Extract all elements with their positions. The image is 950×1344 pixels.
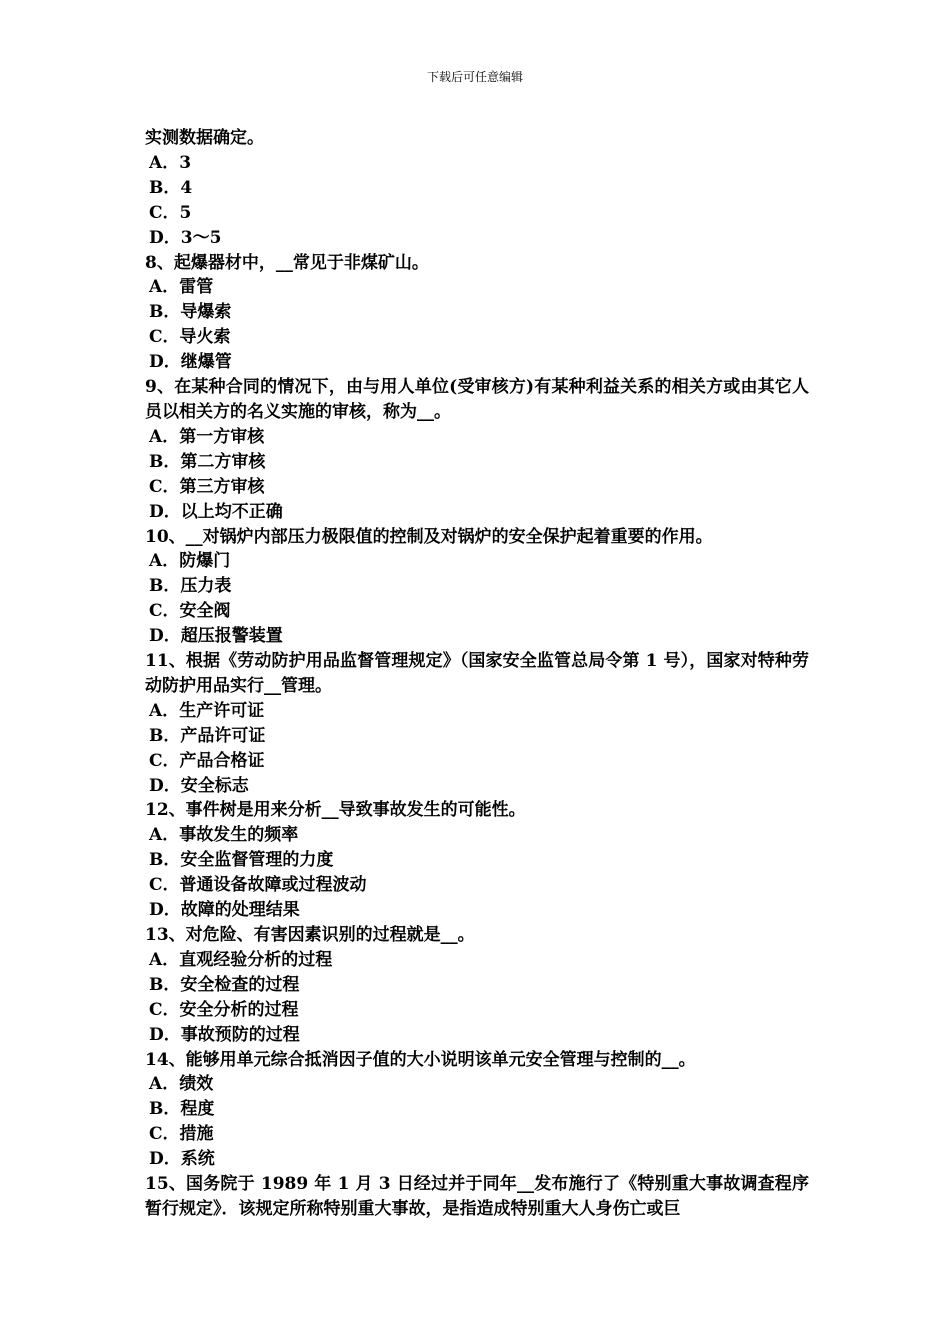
question-8: 8、起爆器材中，__常见于非煤矿山。 bbox=[145, 252, 429, 273]
q13-option-b: B．安全检查的过程 bbox=[149, 974, 300, 995]
q10-option-a: A．防爆门 bbox=[149, 551, 231, 572]
q13-option-c: C．安全分析的过程 bbox=[149, 999, 299, 1020]
q13-option-a: A．直观经验分析的过程 bbox=[149, 949, 333, 970]
q12-option-c: C．普通设备故障或过程波动 bbox=[149, 875, 367, 896]
question-14: 14、能够用单元综合抵消因子值的大小说明该单元安全管理与控制的__。 bbox=[145, 1049, 696, 1070]
intro-option-c: C．5 bbox=[149, 202, 192, 223]
q8-option-a: A．雷管 bbox=[149, 277, 214, 298]
q11-option-d: D．安全标志 bbox=[149, 775, 249, 796]
question-10: 10、__对锅炉内部压力极限值的控制及对锅炉的安全保护起着重要的作用。 bbox=[145, 526, 713, 547]
document-body bbox=[145, 126, 809, 1222]
q12-option-b: B．安全监督管理的力度 bbox=[149, 850, 334, 871]
q14-option-b: B．程度 bbox=[149, 1099, 215, 1120]
q11-option-b: B．产品许可证 bbox=[149, 725, 266, 746]
q9-option-c: C．第三方审核 bbox=[149, 476, 265, 497]
q10-option-d: D．超压报警装置 bbox=[149, 626, 283, 647]
q9-option-d: D．以上均不正确 bbox=[149, 501, 283, 522]
intro-text: 实测数据确定。 bbox=[145, 128, 264, 148]
intro-option-b: B．4 bbox=[149, 177, 193, 198]
intro-option-d: D．3～5 bbox=[149, 227, 222, 248]
q9-option-a: A．第一方审核 bbox=[149, 426, 265, 447]
q8-option-d: D．继爆管 bbox=[149, 352, 232, 373]
question-13: 13、对危险、有害因素识别的过程就是__。 bbox=[145, 925, 475, 945]
question-15: 15、国务院于 1989 年 1 月 3 日经过并于同年__发布施行了《特别重大事故调查程序暂行规定》．该规定所称特别重大事故，是指造成特别重大人身伤亡或巨 bbox=[145, 1174, 809, 1219]
q11-option-c: C．产品合格证 bbox=[149, 750, 265, 771]
q9-option-b: B．第二方审核 bbox=[149, 451, 266, 472]
page-header: 下载后可任意编辑 bbox=[426, 70, 523, 84]
q14-option-c: C．措施 bbox=[149, 1124, 214, 1145]
q10-option-c: C．安全阀 bbox=[149, 601, 231, 622]
question-9: 9、在某种合同的情况下，由与用人单位(受审核方)有某种利益关系的相关方或由其它人员以相关方的名义实施的审核，称为__。 bbox=[145, 377, 809, 422]
q12-option-d: D．故障的处理结果 bbox=[149, 900, 300, 921]
intro-option-a: A．3 bbox=[149, 152, 192, 173]
q14-option-a: A．绩效 bbox=[149, 1074, 214, 1095]
question-11: 11、根据《劳动防护用品监督管理规定》（国家安全监管总局令第 1 号），国家对特种劳动防护用品实行__管理。 bbox=[145, 651, 809, 696]
q13-option-d: D．事故预防的过程 bbox=[149, 1024, 300, 1045]
q8-option-c: C．导火索 bbox=[149, 327, 231, 348]
q14-option-d: D．系统 bbox=[149, 1149, 215, 1170]
q12-option-a: A．事故发生的频率 bbox=[149, 825, 299, 846]
q8-option-b: B．导爆索 bbox=[149, 302, 232, 323]
question-12: 12、事件树是用来分析__导致事故发生的可能性。 bbox=[145, 800, 526, 821]
q11-option-a: A．生产许可证 bbox=[149, 700, 265, 721]
q10-option-b: B．压力表 bbox=[149, 576, 232, 597]
